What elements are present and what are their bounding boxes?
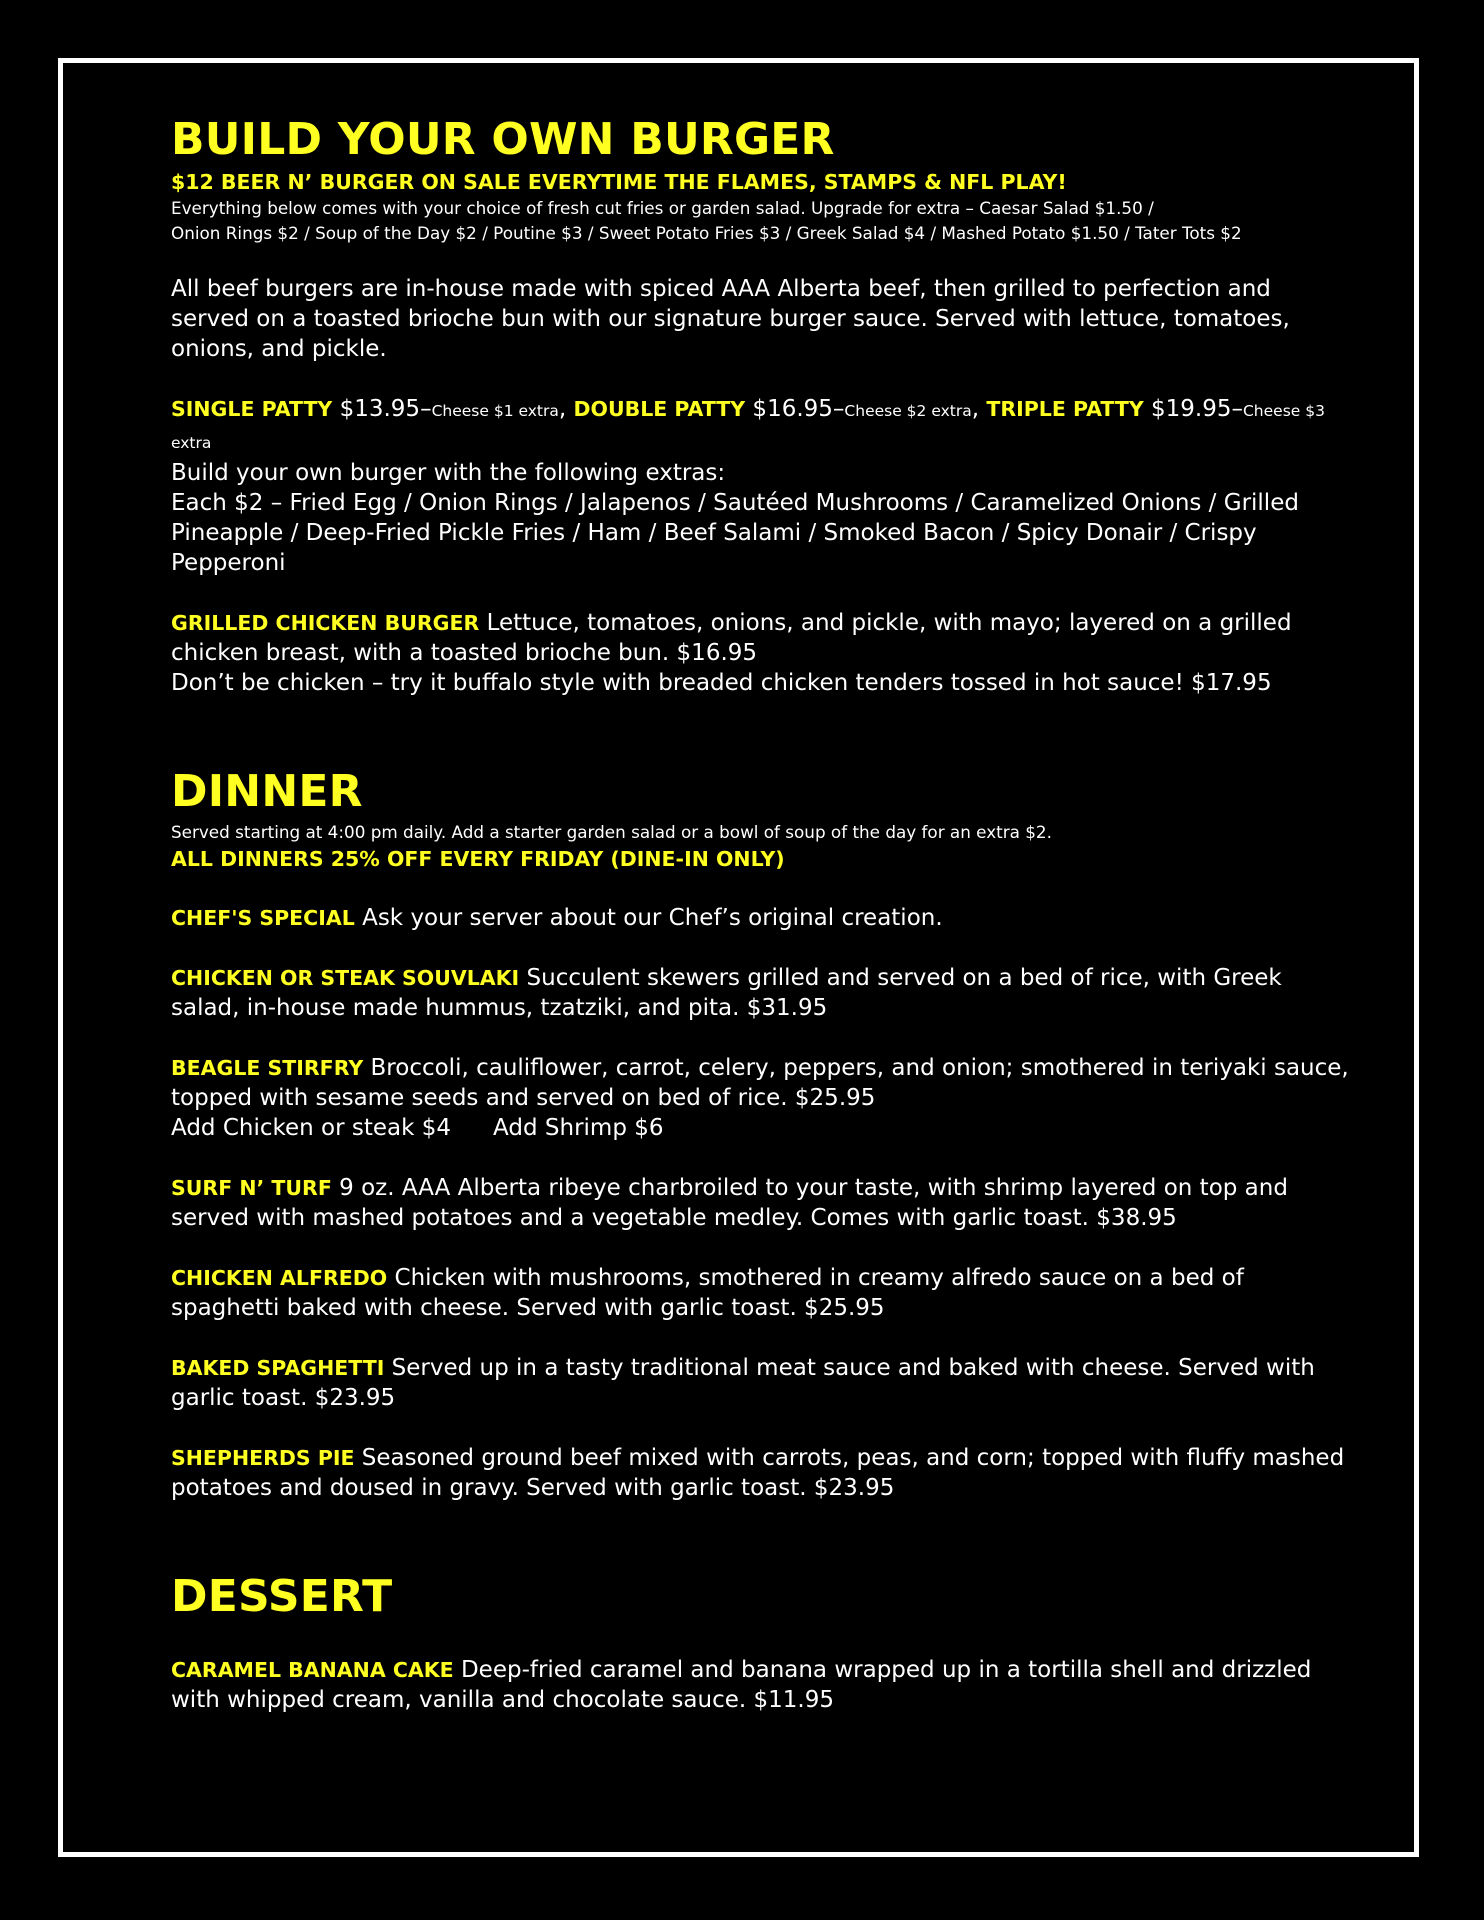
item-name: CHICKEN OR STEAK SOUVLAKI — [171, 966, 520, 990]
item-name: CHICKEN ALFREDO — [171, 1266, 388, 1290]
burger-description: All beef burgers are in-house made with spiced AAA Alberta beef, then grilled to perfection and served on a toasted brioche bun with our signature burger sauce. Served with lettuce, tomatoes, onions, and pickle. — [171, 276, 1290, 362]
burger-section — [171, 112, 1351, 698]
menu-item — [171, 1655, 1351, 1715]
burger-promo: $12 BEER N’ BURGER ON SALE EVERYTIME THE FLAMES, STAMPS & NFL PLAY! — [171, 170, 1067, 194]
item-name: CHEF'S SPECIAL — [171, 906, 355, 930]
dessert-section — [171, 1569, 1351, 1715]
single-patty-name: SINGLE PATTY — [171, 397, 333, 421]
item-name: BEAGLE STIRFRY — [171, 1056, 364, 1080]
chicken-burger-desc: Lettuce, tomatoes, onions, and pickle, with mayo; layered on a grilled chicken breast, with a toasted brioche bun. $16.95 — [171, 610, 1292, 666]
menu-page — [171, 112, 1351, 1715]
item-desc: Deep-fried caramel and banana wrapped up in a tortilla shell and drizzled with whipped cream, vanilla and chocolate sauce. $11.95 — [171, 1657, 1312, 1713]
item-name: CARAMEL BANANA CAKE — [171, 1658, 454, 1682]
item-name: BAKED SPAGHETTI — [171, 1356, 385, 1380]
stirfry-add-chicken: Add Chicken or steak $4 — [171, 1115, 452, 1141]
extras-list: Each $2 – Fried Egg / Onion Rings / Jalapenos / Sautéed Mushrooms / Caramelized Onions / Grilled Pineapple / Deep-Fried Pickle Fries / Ham / Beef Salami / Smoked Bacon / Spicy Donair / Crispy Pepperoni — [171, 490, 1299, 576]
item-desc: Served up in a tasty traditional meat sauce and baked with cheese. Served with garlic toast. $23.95 — [171, 1355, 1315, 1411]
burger-sides-line2: Onion Rings $2 / Soup of the Day $2 / Poutine $3 / Sweet Potato Fries $3 / Greek Salad $4 / Mashed Potato $1.50 / Tater Tots $2 — [171, 223, 1242, 243]
triple-patty-cheese: Cheese $3 extra — [171, 402, 1325, 452]
item-desc: Seasoned ground beef mixed with carrots, peas, and corn; topped with fluffy mashed potatoes and doused in gravy. Served with garlic toast. $23.95 — [171, 1445, 1345, 1501]
patty-options: SINGLE PATTY $13.95–Cheese $1 extra, DOUBLE PATTY $16.95–Cheese $2 extra, TRIPLE PATTY $19.95–Cheese $3 extra — [171, 396, 1325, 452]
menu-item — [171, 903, 1351, 933]
dinner-title: DINNER — [171, 766, 363, 817]
item-name: SHEPHERDS PIE — [171, 1446, 355, 1470]
dinner-promo: ALL DINNERS 25% OFF EVERY FRIDAY (DINE-IN ONLY) — [171, 847, 785, 871]
menu-item — [171, 1173, 1351, 1233]
stirfry-add-shrimp: Add Shrimp $6 — [493, 1115, 664, 1141]
dessert-title: DESSERT — [171, 1571, 393, 1622]
item-desc: Succulent skewers grilled and served on a bed of rice, with Greek salad, in-house made hummus, tzatziki, and pita. $31.95 — [171, 965, 1282, 1021]
triple-patty-price: $19.95– — [1143, 396, 1243, 422]
triple-patty-name: TRIPLE PATTY — [986, 397, 1144, 421]
single-patty-cheese: Cheese $1 extra — [431, 402, 559, 420]
item-desc: Ask your server about our Chef’s original creation. — [354, 905, 943, 931]
menu-item — [171, 1263, 1351, 1323]
menu-item — [171, 1353, 1351, 1413]
extras-intro: Build your own burger with the following extras: — [171, 460, 726, 486]
menu-item — [171, 1053, 1351, 1113]
burger-title: BUILD YOUR OWN BURGER — [171, 114, 835, 165]
chicken-burger — [171, 608, 1351, 668]
menu-item — [171, 1443, 1351, 1503]
single-patty-price: $13.95– — [332, 396, 432, 422]
chicken-burger-name: GRILLED CHICKEN BURGER — [171, 611, 480, 635]
buffalo-option: Don’t be chicken – try it buffalo style with breaded chicken tenders tossed in hot sauce! $17.95 — [171, 670, 1272, 696]
double-patty-name: DOUBLE PATTY — [573, 397, 746, 421]
dinner-section — [171, 764, 1351, 1503]
item-desc: Broccoli, cauliflower, carrot, celery, peppers, and onion; smothered in teriyaki sauce, topped with sesame seeds and served on bed of rice. $25.95 — [171, 1055, 1349, 1111]
burger-sides-line1: Everything below comes with your choice of fresh cut fries or garden salad. Upgrade for extra – Caesar Salad $1.50 / — [171, 198, 1154, 218]
stirfry-addons — [171, 1113, 1351, 1143]
item-name: SURF N’ TURF — [171, 1176, 332, 1200]
double-patty-cheese: Cheese $2 extra — [844, 402, 972, 420]
item-desc: Chicken with mushrooms, smothered in creamy alfredo sauce on a bed of spaghetti baked with cheese. Served with garlic toast. $25.95 — [171, 1265, 1244, 1321]
item-desc: 9 oz. AAA Alberta ribeye charbroiled to your taste, with shrimp layered on top and served with mashed potatoes and a vegetable medley. Comes with garlic toast. $38.95 — [171, 1175, 1288, 1231]
menu-item — [171, 963, 1351, 1023]
dinner-note: Served starting at 4:00 pm daily. Add a starter garden salad or a bowl of soup of the day for an extra $2. — [171, 822, 1052, 842]
double-patty-price: $16.95– — [745, 396, 845, 422]
